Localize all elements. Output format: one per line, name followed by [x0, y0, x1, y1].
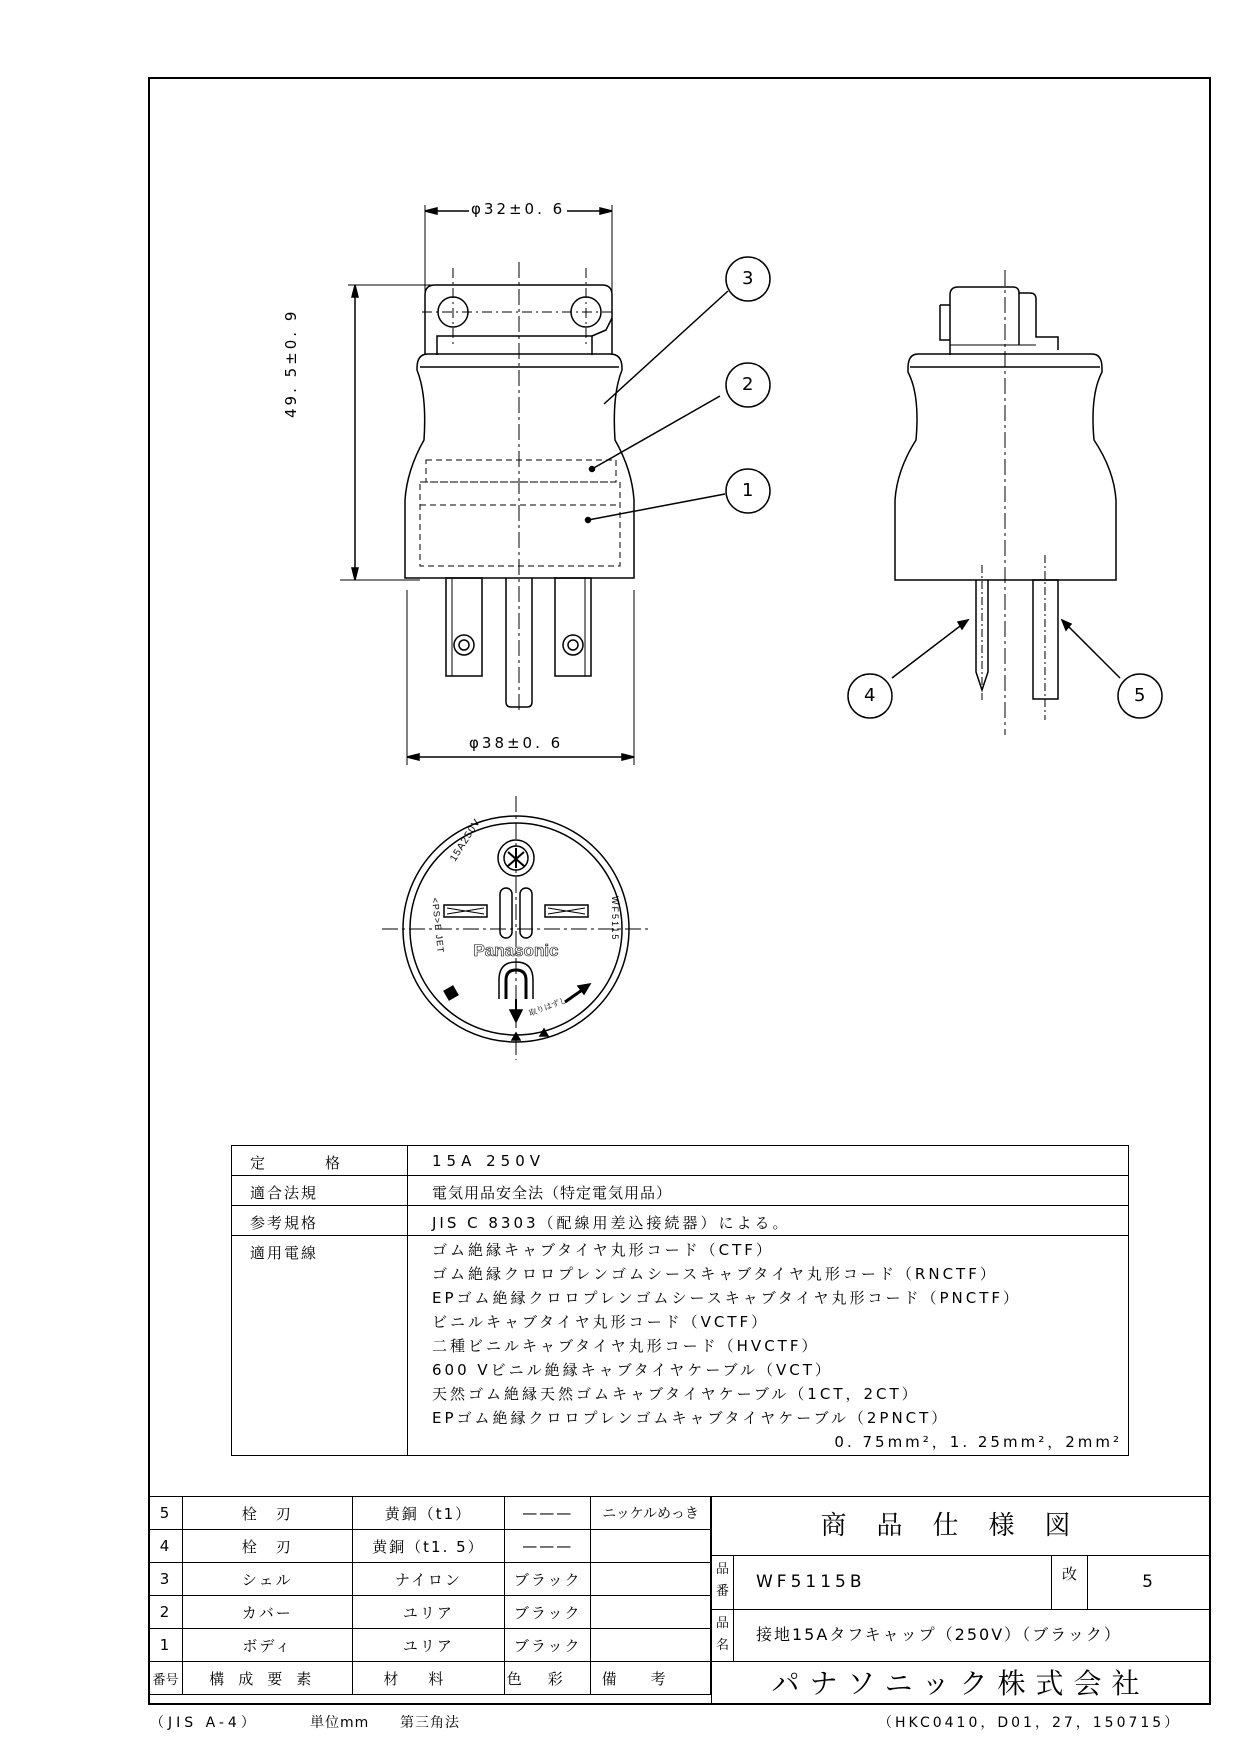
part-no: 4	[149, 1530, 183, 1563]
spec-law-label: 適合法規	[232, 1176, 408, 1206]
revision-label: 改	[1051, 1555, 1088, 1609]
callout-3: 3	[742, 268, 754, 289]
part-name: シェル	[182, 1563, 352, 1596]
spec-wire-list	[408, 1236, 1129, 1456]
part-no: 1	[149, 1629, 183, 1662]
part-remark: ニッケルめっき	[591, 1497, 711, 1530]
part-no: 5	[149, 1497, 183, 1530]
name-tag: 品名	[712, 1609, 734, 1661]
part-material: ナイロン	[352, 1563, 505, 1596]
part-no: 2	[149, 1596, 183, 1629]
part-name: カバー	[182, 1596, 352, 1629]
part-material: ユリア	[352, 1596, 505, 1629]
part-material: 黄銅（t1）	[352, 1497, 505, 1530]
company-name: パナソニック株式会社	[771, 1667, 1150, 1700]
spec-wire-label: 適用電線	[232, 1236, 408, 1456]
callout-4: 4	[864, 685, 876, 706]
part-remark	[591, 1563, 711, 1596]
part-name: ボディ	[182, 1629, 352, 1662]
paper-size: （JIS A-4）	[150, 1715, 259, 1731]
part-color: ブラック	[505, 1629, 591, 1662]
face-pse: <PS>E JET	[430, 897, 446, 954]
table-row	[149, 1629, 711, 1662]
revision-value: 5	[1142, 1572, 1153, 1592]
callout-1: 1	[742, 480, 754, 501]
callout-5: 5	[1134, 685, 1146, 706]
face-model: WF5115	[610, 896, 620, 942]
projection-note: 第三角法	[400, 1715, 460, 1731]
part-color: ブラック	[505, 1563, 591, 1596]
part-name: 栓 刃	[182, 1530, 352, 1563]
dim-bottom-label: φ38±0. 6	[469, 734, 564, 752]
wire-item: EPゴム絶縁クロロプレンゴムキャブタイヤケーブル（2PNCT）	[432, 1409, 950, 1427]
product-name: 接地15Aタフキャップ（250V）（ブラック）	[756, 1625, 1122, 1644]
part-color: ———	[505, 1497, 591, 1530]
header-color: 色彩	[505, 1662, 591, 1695]
dim-top-label: φ32±0. 6	[471, 200, 566, 218]
table-header-row	[149, 1662, 711, 1695]
face-rating: 15A250V	[448, 816, 484, 864]
part-remark	[591, 1629, 711, 1662]
face-brand: Panasonic	[473, 941, 559, 960]
part-remark	[591, 1596, 711, 1629]
spec-ref-label: 参考規格	[232, 1206, 408, 1236]
wire-item: EPゴム絶縁クロロプレンゴムシースキャブタイヤ丸形コード（PNCTF）	[432, 1289, 1021, 1307]
spec-rating-value: 15A 250V	[408, 1146, 1129, 1176]
wire-item: ゴム絶縁キャブタイヤ丸形コード（CTF）	[432, 1241, 774, 1259]
spec-rating-label: 定 格	[232, 1146, 408, 1176]
part-material: ユリア	[352, 1629, 505, 1662]
part-color: ———	[505, 1530, 591, 1563]
part-material: 黄銅（t1. 5）	[352, 1530, 505, 1563]
part-no: 3	[149, 1563, 183, 1596]
document-title: 商品仕様図	[712, 1497, 1209, 1556]
product-name-row	[712, 1609, 1209, 1662]
wire-item: ゴム絶縁クロロプレンゴムシースキャブタイヤ丸形コード（RNCTF）	[432, 1265, 998, 1283]
face-release: 取りはずし	[527, 995, 569, 1018]
part-name: 栓 刃	[182, 1497, 352, 1530]
spec-table	[231, 1145, 1129, 1456]
header-name: 構成要素	[182, 1662, 352, 1695]
dim-height-label: 49. 5±0. 9	[282, 308, 300, 418]
header-material: 材料	[352, 1662, 505, 1695]
code-tag: 品番	[712, 1555, 734, 1609]
product-code-row	[712, 1555, 1209, 1610]
table-row	[149, 1530, 711, 1563]
title-block	[711, 1496, 1211, 1705]
callout-2: 2	[742, 374, 754, 395]
parts-table	[148, 1496, 711, 1695]
unit-note: 単位mm	[310, 1715, 370, 1731]
header-remark: 備考	[591, 1662, 711, 1695]
part-color: ブラック	[505, 1596, 591, 1629]
table-row	[149, 1596, 711, 1629]
wire-item: ビニルキャブタイヤ丸形コード（VCTF）	[432, 1313, 770, 1331]
wire-item: 二種ビニルキャブタイヤ丸形コード（HVCTF）	[432, 1337, 820, 1355]
table-row	[149, 1563, 711, 1596]
table-row	[149, 1497, 711, 1530]
wire-sizes: 0. 75mm²，1. 25mm²，2mm²	[834, 1433, 1122, 1451]
wire-item: 600 Vビニル絶縁キャブタイヤケーブル（VCT）	[432, 1361, 833, 1379]
part-remark	[591, 1530, 711, 1563]
header-no: 番号	[149, 1662, 183, 1695]
wire-item: 天然ゴム絶縁天然ゴムキャブタイヤケーブル（1CT，2CT）	[432, 1385, 920, 1403]
spec-law-value: 電気用品安全法（特定電気用品）	[408, 1176, 1129, 1206]
spec-ref-value: JIS C 8303（配線用差込接続器）による。	[408, 1206, 1129, 1236]
product-code: WF5115B	[756, 1572, 866, 1592]
document-number: （HKC0410，D01，27，150715）	[878, 1715, 1182, 1731]
